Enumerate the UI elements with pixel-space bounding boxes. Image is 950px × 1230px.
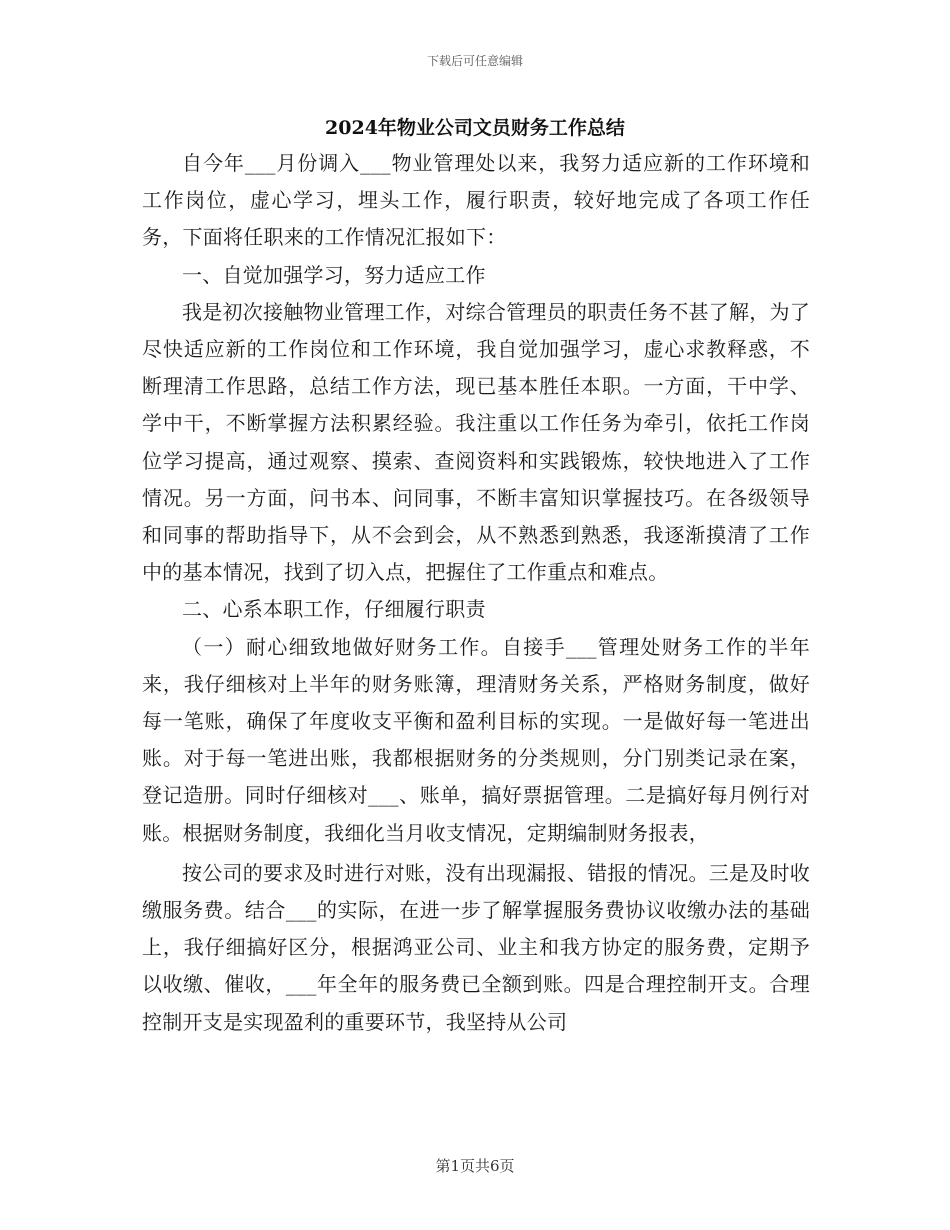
paragraph-finance-continued: 按公司的要求及时进行对账，没有出现漏报、错报的情况。三是及时收缴服务费。结合___的实际，在进一步了解掌握服务费协议收缴办法的基础上，我仔细搞好区分，根据鸿亚公司、业主和我方协定的服务费，定期予以收缴、催收，___年全年的服务费已全额到账。四是合理控制开支。合理控制开支是实现盈利的重要环节，我坚持从公司	[142, 860, 810, 1034]
section-heading-1: 一、自觉加强学习，努力适应工作	[182, 262, 486, 287]
paragraph-intro: 自今年___月份调入___物业管理处以来，我努力适应新的工作环境和工作岗位，虚心学习，埋头工作，履行职责，较好地完成了各项工作任务，下面将任职来的工作情况汇报如下：	[142, 151, 810, 250]
paragraph-finance: （一）耐心细致地做好财务工作。自接手___管理处财务工作的半年来，我仔细核对上半年的财务账簿，理清财务关系，严格财务制度，做好每一笔账，确保了年度收支平衡和盈利目标的实现。一是做好每一笔进出账。对于每一笔进出账，我都根据财务的分类规则，分门别类记录在案，登记造册。同时仔细核对___、账单，搞好票据管理。二是搞好每月例行对账。根据财务制度，我细化当月收支情况，定期编制财务报表，	[142, 634, 810, 845]
page-number: 第1页共6页	[435, 1157, 515, 1175]
paragraph-study: 我是初次接触物业管理工作，对综合管理员的职责任务不甚了解，为了尽快适应新的工作岗位和工作环境，我自觉加强学习，虚心求教释惑，不断理清工作思路，总结工作方法，现已基本胜任本职。一方面，干中学、学中干，不断掌握方法积累经验。我注重以工作任务为牵引，依托工作岗位学习提高，通过观察、摸索、查阅资料和实践锻炼，较快地进入了工作情况。另一方面，问书本、问同事，不断丰富知识掌握技巧。在各级领导和同事的帮助指导下，从不会到会，从不熟悉到熟悉，我逐渐摸清了工作中的基本情况，找到了切入点，把握住了工作重点和难点。	[142, 299, 810, 585]
section-heading-2: 二、心系本职工作，仔细履行职责	[182, 597, 486, 622]
page-header-note: 下载后可任意编辑	[426, 54, 523, 68]
document-title: 2024年物业公司文员财务工作总结	[325, 117, 625, 139]
document-body	[142, 145, 810, 1041]
